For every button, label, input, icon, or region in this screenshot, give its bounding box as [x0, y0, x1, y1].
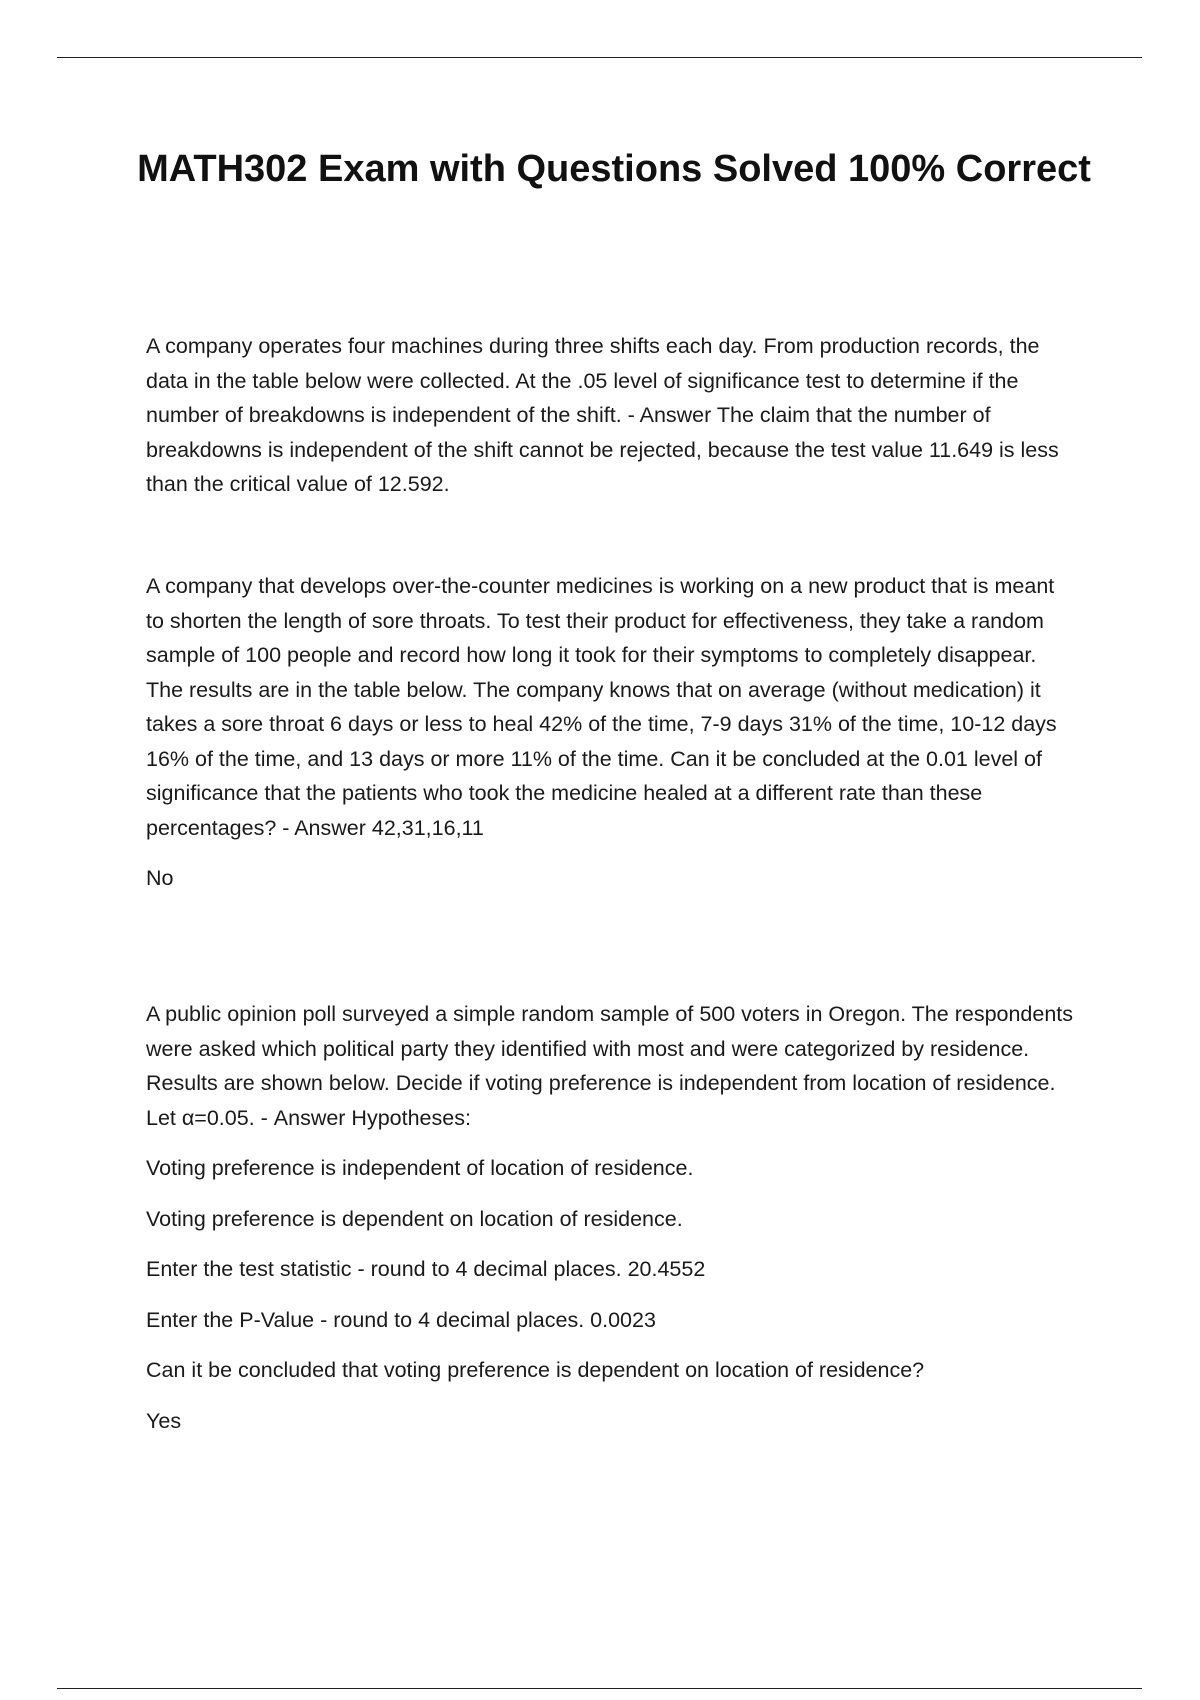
answer-line: Enter the test statistic - round to 4 decimal places. 20.4552	[146, 1257, 706, 1281]
top-divider	[57, 57, 1142, 58]
question-block-3	[146, 997, 1076, 1438]
question-text: A public opinion poll surveyed a simple random sample of 500 voters in Oregon. The respondents were asked which political party they identified with most and were categorized by residence. Results are shown below. Decide if voting preference is independent from location of residence. Let α=0.05. - Answer Hypotheses:	[146, 1002, 1074, 1130]
question-block-1	[146, 329, 1076, 502]
answer-line: Enter the P-Value - round to 4 decimal places. 0.0023	[146, 1307, 656, 1332]
answer-line: No	[146, 866, 174, 890]
bottom-divider	[57, 1688, 1142, 1689]
answer-line: Can it be concluded that voting preference is dependent on location of residence?	[146, 1358, 925, 1382]
question-block-2	[146, 569, 1076, 896]
question-text: A company operates four machines during three shifts each day. From production records, the data in the table below were collected. At the .05 level of significance test to determine if the number of breakdowns is independent of the shift. - Answer The claim that the number of breakdowns is independent of the shift cannot be rejected, because the test value 11.649 is less than the critical value of 12.592.	[146, 334, 1059, 496]
answer-line: Voting preference is independent of location of residence.	[146, 1156, 694, 1180]
page-title: MATH302 Exam with Questions Solved 100% Correct	[137, 148, 1091, 190]
answer-line: Yes	[146, 1408, 182, 1433]
question-text: A company that develops over-the-counter medicines is working on a new product that is meant to shorten the length of sore throats. To test their product for effectiveness, they take a random sample of 100 people and record how long it took for their symptoms to completely disappear. The results are in the table below. The company knows that on average (without medication) it takes a sore throat 6 days or less to heal 42% of the time, 7-9 days 31% of the time, 10-12 days 16% of the time, and 13 days or more 11% of the time. Can it be concluded at the 0.01 level of significance that the patients who took the medicine healed at a different rate than these percentages? - Answer 42,31,16,11	[146, 574, 1057, 840]
answer-line: Voting preference is dependent on location of residence.	[146, 1206, 683, 1231]
